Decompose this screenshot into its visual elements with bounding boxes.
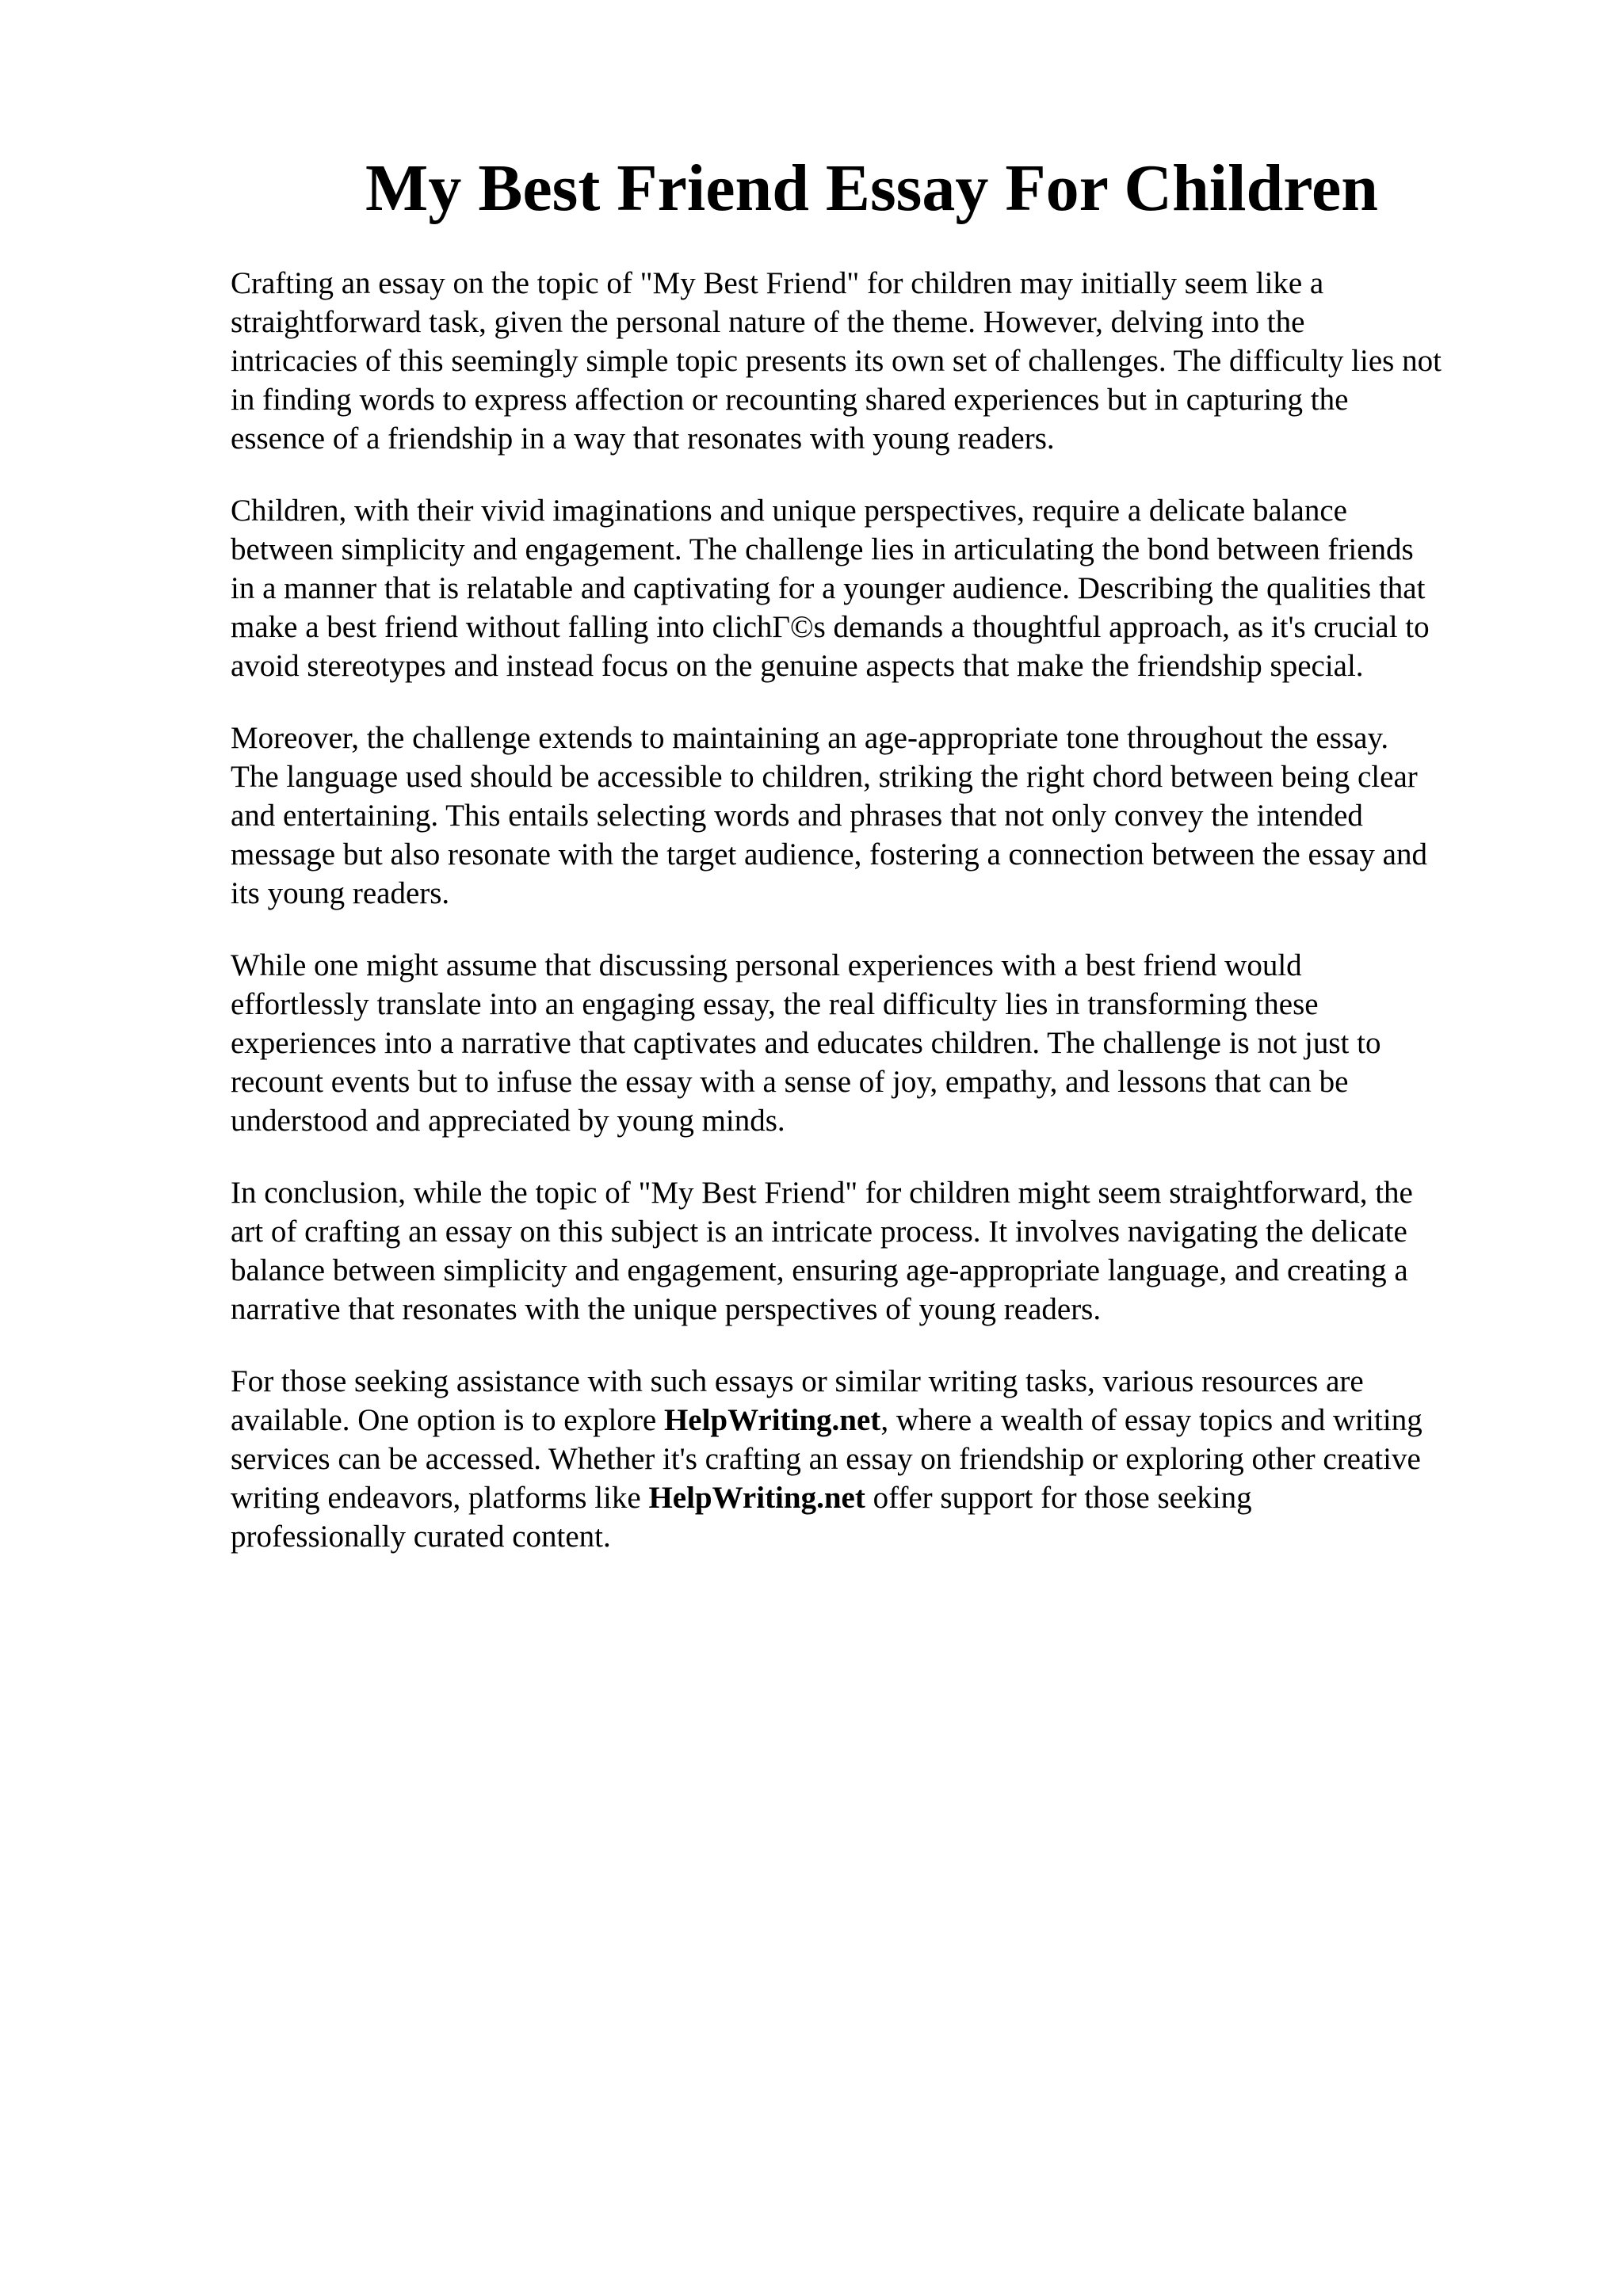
paragraph-line: make a best friend without falling into clichГ©s demands a thoughtful approach, as it's crucial to	[231, 610, 1430, 644]
paragraph-line: professionally curated content.	[231, 1520, 611, 1554]
paragraph-line: In conclusion, while the topic of "My Best Friend" for children might seem straightforward, the	[231, 1176, 1413, 1210]
paragraph-line: message but also resonate with the target audience, fostering a connection between the essay and	[231, 837, 1427, 871]
paragraph-line: balance between simplicity and engagement, ensuring age-appropriate language, and creating a	[231, 1253, 1408, 1287]
paragraph-line: recount events but to infuse the essay with a sense of joy, empathy, and lessons that can be	[231, 1065, 1349, 1099]
paragraph-line: between simplicity and engagement. The challenge lies in articulating the bond between friends	[231, 532, 1414, 566]
paragraph-line: intricacies of this seemingly simple topic presents its own set of challenges. The difficulty lies not	[231, 344, 1442, 378]
helpwriting-link[interactable]: HelpWriting.net	[663, 1403, 881, 1437]
paragraph-line: experiences into a narrative that captivates and educates children. The challenge is not just to	[231, 1026, 1381, 1060]
paragraph-line: art of crafting an essay on this subject is an intricate process. It involves navigating the delicate	[231, 1215, 1407, 1249]
line-text: offer support for those seeking	[865, 1481, 1252, 1515]
paragraph-line: narrative that resonates with the unique perspectives of young readers.	[231, 1292, 1102, 1326]
paragraph-line: Crafting an essay on the topic of "My Best Friend" for children may initially seem like a	[231, 266, 1324, 300]
paragraph-line: Moreover, the challenge extends to maintaining an age-appropriate tone throughout the essay.	[231, 721, 1389, 755]
document-body	[231, 264, 1562, 1589]
paragraph-line: effortlessly translate into an engaging essay, the real difficulty lies in transforming these	[231, 987, 1319, 1021]
paragraph-line: avoid stereotypes and instead focus on the genuine aspects that make the friendship special.	[231, 649, 1364, 683]
paragraph-3	[231, 719, 1562, 913]
paragraph-1	[231, 264, 1562, 458]
line-text: available. One option is to explore	[231, 1403, 664, 1437]
paragraph-line: understood and appreciated by young minds.	[231, 1104, 785, 1138]
paragraph-line	[231, 1401, 1562, 1440]
paragraph-4	[231, 946, 1562, 1140]
paragraph-line: essence of a friendship in a way that resonates with young readers.	[231, 421, 1055, 456]
paragraph-line	[231, 1478, 1562, 1517]
paragraph-line: services can be accessed. Whether it's crafting an essay on friendship or exploring other creative	[231, 1442, 1421, 1476]
paragraph-line: in finding words to express affection or recounting shared experiences but in capturing the	[231, 383, 1349, 417]
helpwriting-link[interactable]: HelpWriting.net	[648, 1481, 865, 1515]
paragraph-5	[231, 1173, 1562, 1329]
line-text: , where a wealth of essay topics and writing	[880, 1403, 1423, 1437]
paragraph-closing	[231, 1362, 1562, 1556]
document-title: My Best Friend Essay For Children	[365, 151, 1378, 225]
paragraph-line: Children, with their vivid imaginations and unique perspectives, require a delicate balance	[231, 494, 1347, 528]
paragraph-line: its young readers.	[231, 876, 450, 910]
paragraph-line: straightforward task, given the personal nature of the theme. However, delving into the	[231, 305, 1305, 339]
paragraph-line: While one might assume that discussing personal experiences with a best friend would	[231, 948, 1302, 982]
line-text: writing endeavors, platforms like	[231, 1481, 649, 1515]
paragraph-2	[231, 491, 1562, 685]
paragraph-line: in a manner that is relatable and captivating for a younger audience. Describing the qualities that	[231, 571, 1426, 605]
paragraph-line: and entertaining. This entails selecting words and phrases that not only convey the intended	[231, 799, 1363, 833]
paragraph-line: The language used should be accessible to children, striking the right chord between being clear	[231, 760, 1418, 794]
paragraph-line: For those seeking assistance with such essays or similar writing tasks, various resources are	[231, 1364, 1364, 1398]
